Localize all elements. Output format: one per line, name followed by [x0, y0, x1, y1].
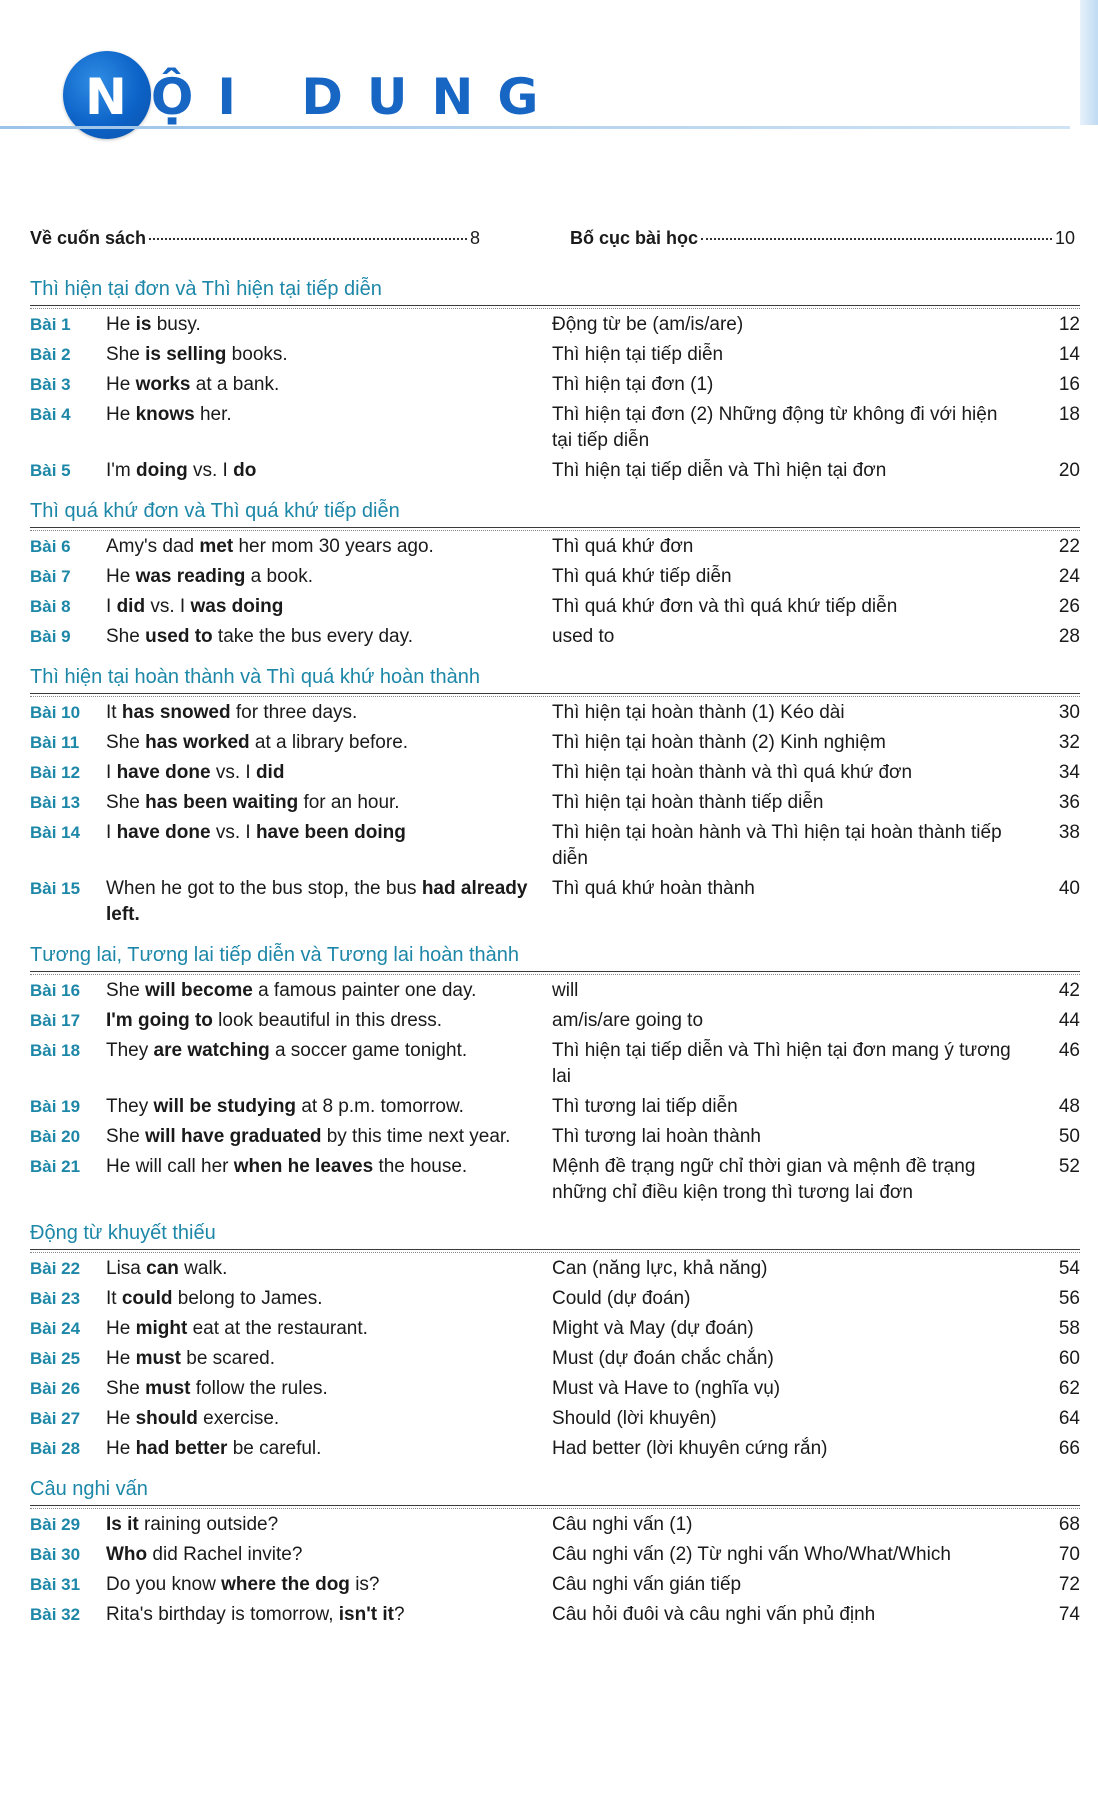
sentence-text: It	[106, 702, 122, 723]
toc-row[interactable]	[30, 624, 1080, 654]
page-number: 54	[1058, 1258, 1080, 1279]
sentence-text: be careful.	[227, 1438, 322, 1459]
page-number: 40	[1058, 878, 1080, 899]
sentence-keyword: isn't it	[338, 1604, 394, 1625]
example-sentence	[106, 372, 552, 402]
toc-row[interactable]	[30, 700, 1080, 730]
sentence-keyword: was doing	[190, 596, 284, 617]
example-sentence	[106, 1376, 552, 1406]
grammar-topic: Thì hiện tại đơn (2) Những động từ không đi với hiện tại tiếp diễn	[552, 404, 998, 451]
example-sentence	[106, 534, 552, 564]
toc-row[interactable]	[30, 1094, 1080, 1124]
example-sentence	[106, 978, 552, 1008]
example-sentence	[106, 700, 552, 730]
sentence-text: He will call her	[106, 1156, 234, 1177]
example-sentence	[106, 312, 552, 342]
example-sentence	[106, 594, 552, 624]
toc-section	[30, 658, 1080, 936]
page-number: 58	[1058, 1318, 1080, 1339]
lesson-number: Bài 28	[30, 1439, 81, 1458]
lesson-number: Bài 5	[30, 461, 71, 480]
grammar-topic: will	[552, 980, 579, 1001]
example-sentence	[106, 402, 552, 458]
sentence-keyword: knows	[135, 404, 195, 425]
sentence-text: She	[106, 980, 146, 1001]
sentence-text: at a bank.	[190, 374, 280, 395]
lesson-number: Bài 25	[30, 1349, 81, 1368]
sentence-keyword: doing	[136, 460, 188, 481]
page-number: 16	[1058, 374, 1080, 395]
dot-leader	[701, 238, 1052, 240]
grammar-topic: Thì quá khứ đơn	[552, 536, 694, 557]
sentence-text: ?	[393, 1604, 405, 1625]
example-sentence	[106, 1154, 552, 1210]
sentence-keyword: Is it	[106, 1514, 139, 1535]
sentence-text: She	[106, 732, 146, 753]
sentence-keyword: can	[146, 1258, 179, 1279]
grammar-topic: Thì tương lai hoàn thành	[552, 1126, 761, 1147]
grammar-topic: Thì quá khứ tiếp diễn	[552, 566, 732, 587]
toc-row[interactable]	[30, 534, 1080, 564]
toc-row[interactable]	[30, 1542, 1080, 1572]
example-sentence	[106, 760, 552, 790]
sentence-text: When he got to the bus stop, the bus	[106, 878, 422, 899]
lesson-number: Bài 13	[30, 793, 81, 812]
sentence-text: I'm	[106, 460, 137, 481]
toc-row[interactable]	[30, 1286, 1080, 1316]
sentence-text: I	[106, 762, 117, 783]
example-sentence	[106, 1542, 552, 1572]
sentence-text: follow the rules.	[190, 1378, 328, 1399]
toc-row[interactable]	[30, 820, 1080, 876]
toc-row[interactable]	[30, 402, 1080, 458]
page-number: 46	[1058, 1040, 1080, 1061]
section-rows	[30, 1250, 1080, 1470]
example-sentence	[106, 1256, 552, 1286]
page-number: 12	[1058, 314, 1080, 335]
sentence-text: She	[106, 626, 146, 647]
toc-row[interactable]	[30, 1602, 1080, 1632]
page-title-rest: ỘI DUNG	[150, 68, 563, 126]
toc-row[interactable]	[30, 1512, 1080, 1542]
lesson-number: Bài 26	[30, 1379, 81, 1398]
page-number: 68	[1058, 1514, 1080, 1535]
example-sentence	[106, 1406, 552, 1436]
lesson-number: Bài 24	[30, 1319, 81, 1338]
header-divider	[0, 126, 1070, 129]
sentence-keyword: did	[255, 762, 285, 783]
sentence-text: He	[106, 404, 136, 425]
table-of-contents	[30, 270, 1080, 1636]
grammar-topic: Thì tương lai tiếp diễn	[552, 1096, 738, 1117]
lesson-number: Bài 12	[30, 763, 81, 782]
lesson-number: Bài 11	[30, 733, 80, 752]
grammar-topic: Động từ be (am/is/are)	[552, 314, 744, 335]
example-sentence	[106, 790, 552, 820]
page-number: 26	[1058, 596, 1080, 617]
sentence-keyword: I'm going to	[106, 1010, 213, 1031]
sentence-keyword: have been doing	[255, 822, 406, 843]
grammar-topic: Câu nghi vấn gián tiếp	[552, 1574, 742, 1595]
grammar-topic: Câu nghi vấn (1)	[552, 1514, 693, 1535]
sentence-text: They	[106, 1096, 154, 1117]
section-rows	[30, 972, 1080, 1214]
section-title: Thì quá khứ đơn và Thì quá khứ tiếp diễn	[30, 492, 1080, 528]
toc-section	[30, 1470, 1080, 1636]
page-title-initial: N	[85, 68, 151, 126]
grammar-topic: Should (lời khuyên)	[552, 1408, 717, 1429]
page-number: 42	[1058, 980, 1080, 1001]
section-rows	[30, 528, 1080, 658]
sentence-keyword: where the dog	[221, 1574, 350, 1595]
sentence-keyword: must	[145, 1378, 191, 1399]
sentence-text: vs. I	[187, 460, 234, 481]
toc-row[interactable]	[30, 1572, 1080, 1602]
section-rows	[30, 306, 1080, 492]
intro-entry-label: Bố cục bài học	[570, 228, 699, 248]
toc-section	[30, 270, 1080, 492]
grammar-topic: Thì hiện tại tiếp diễn và Thì hiện tại đơn mang ý tương lai	[552, 1040, 1011, 1087]
toc-row[interactable]	[30, 760, 1080, 790]
lesson-number: Bài 4	[30, 405, 71, 424]
lesson-number: Bài 22	[30, 1259, 81, 1278]
toc-row[interactable]	[30, 1008, 1080, 1038]
section-rows	[30, 694, 1080, 936]
sentence-text: Lisa	[106, 1258, 147, 1279]
sentence-text: eat at the restaurant.	[187, 1318, 368, 1339]
example-sentence	[106, 1512, 552, 1542]
toc-row[interactable]	[30, 876, 1080, 932]
grammar-topic: Thì hiện tại tiếp diễn và Thì hiện tại đơn	[552, 460, 887, 481]
example-sentence	[106, 1316, 552, 1346]
page-number: 60	[1058, 1348, 1080, 1369]
sentence-text: It	[106, 1288, 122, 1309]
toc-row[interactable]	[30, 730, 1080, 760]
intro-entry-lesson-layout[interactable]	[570, 228, 1075, 249]
sentence-keyword: do	[233, 460, 257, 481]
grammar-topic: Thì hiện tại tiếp diễn	[552, 344, 724, 365]
lesson-number: Bài 21	[30, 1157, 81, 1176]
example-sentence	[106, 624, 552, 654]
sentence-keyword: have done	[116, 762, 211, 783]
example-sentence	[106, 730, 552, 760]
toc-row[interactable]	[30, 594, 1080, 624]
example-sentence	[106, 564, 552, 594]
sentence-keyword: used to	[145, 626, 213, 647]
sentence-text: He	[106, 314, 136, 335]
example-sentence	[106, 1038, 552, 1094]
sentence-text: for an hour.	[298, 792, 400, 813]
sentence-text: exercise.	[197, 1408, 280, 1429]
toc-row[interactable]	[30, 1124, 1080, 1154]
sentence-keyword: will be studying	[153, 1096, 297, 1117]
page-header	[0, 0, 1098, 180]
page-number: 48	[1058, 1096, 1080, 1117]
grammar-topic: Must (dự đoán chắc chắn)	[552, 1348, 774, 1369]
sentence-keyword: is selling	[145, 344, 227, 365]
sentence-text: did Rachel invite?	[147, 1544, 303, 1565]
sentence-keyword: when he leaves	[233, 1156, 374, 1177]
grammar-topic: am/is/are going to	[552, 1010, 704, 1031]
lesson-number: Bài 32	[30, 1605, 81, 1624]
lesson-number: Bài 16	[30, 981, 81, 1000]
sentence-keyword: has been waiting	[145, 792, 299, 813]
toc-row[interactable]	[30, 372, 1080, 402]
sentence-text: He	[106, 1408, 136, 1429]
page-number: 18	[1058, 404, 1080, 425]
sentence-text: books.	[226, 344, 288, 365]
sentence-keyword: could	[121, 1288, 173, 1309]
page-number: 72	[1058, 1574, 1080, 1595]
sentence-text: at 8 p.m. tomorrow.	[296, 1096, 464, 1117]
grammar-topic: Must và Have to (nghĩa vụ)	[552, 1378, 781, 1399]
toc-row[interactable]	[30, 1436, 1080, 1466]
toc-row[interactable]	[30, 790, 1080, 820]
sentence-text: I	[106, 596, 117, 617]
lesson-number: Bài 10	[30, 703, 81, 722]
sentence-text: be scared.	[180, 1348, 275, 1369]
sentence-keyword: has worked	[145, 732, 250, 753]
sentence-text: belong to James.	[172, 1288, 323, 1309]
lesson-number: Bài 29	[30, 1515, 81, 1534]
grammar-topic: Thì hiện tại hoàn thành (1) Kéo dài	[552, 702, 845, 723]
sentence-keyword: did	[116, 596, 146, 617]
page-number: 52	[1058, 1156, 1080, 1177]
sentence-text: vs. I	[145, 596, 191, 617]
grammar-topic: Thì hiện tại hoàn thành và thì quá khứ đơn	[552, 762, 913, 783]
sentence-text: Rita's birthday is tomorrow,	[106, 1604, 339, 1625]
page-number: 22	[1058, 536, 1080, 557]
toc-row[interactable]	[30, 1154, 1080, 1210]
example-sentence	[106, 1436, 552, 1466]
lesson-number: Bài 15	[30, 879, 81, 898]
page-number: 30	[1058, 702, 1080, 723]
sentence-text: He	[106, 1438, 136, 1459]
lesson-number: Bài 9	[30, 627, 71, 646]
sentence-keyword: had already left.	[106, 878, 528, 925]
lesson-number: Bài 3	[30, 375, 71, 394]
sentence-keyword: works	[135, 374, 191, 395]
grammar-topic: used to	[552, 626, 615, 647]
sentence-text: a famous painter one day.	[252, 980, 477, 1001]
lesson-number: Bài 19	[30, 1097, 81, 1116]
grammar-topic: Thì hiện tại hoàn thành tiếp diễn	[552, 792, 824, 813]
grammar-topic: Mệnh đề trạng ngữ chỉ thời gian và mệnh đề trạng những chỉ điều kiện trong thì tương lai đơn	[552, 1156, 976, 1203]
grammar-topic: Thì quá khứ hoàn thành	[552, 878, 755, 899]
example-sentence	[106, 876, 552, 932]
intro-entry-page: 10	[1054, 228, 1075, 248]
sentence-text: I	[106, 822, 117, 843]
sentence-text: She	[106, 1126, 146, 1147]
toc-row[interactable]	[30, 1376, 1080, 1406]
sentence-text: take the bus every day.	[212, 626, 413, 647]
grammar-topic: Can (năng lực, khả năng)	[552, 1258, 768, 1279]
sentence-keyword: had better	[135, 1438, 228, 1459]
page-number: 70	[1058, 1544, 1080, 1565]
toc-row[interactable]	[30, 978, 1080, 1008]
sentence-text: a book.	[245, 566, 314, 587]
sentence-text: vs. I	[210, 822, 256, 843]
grammar-topic: Could (dự đoán)	[552, 1288, 691, 1309]
page-number: 20	[1058, 460, 1080, 481]
page-number: 66	[1058, 1438, 1080, 1459]
toc-row[interactable]	[30, 312, 1080, 342]
sentence-text: by this time next year.	[321, 1126, 511, 1147]
page-number: 28	[1058, 626, 1080, 647]
sentence-text: She	[106, 1378, 146, 1399]
sentence-text: She	[106, 344, 146, 365]
page-number: 36	[1058, 792, 1080, 813]
section-title: Tương lai, Tương lai tiếp diễn và Tương lai hoàn thành	[30, 936, 1080, 972]
page-number: 62	[1058, 1378, 1080, 1399]
lesson-number: Bài 8	[30, 597, 71, 616]
sentence-keyword: have done	[116, 822, 211, 843]
example-sentence	[106, 1572, 552, 1602]
page-number: 56	[1058, 1288, 1080, 1309]
example-sentence	[106, 1124, 552, 1154]
intro-entries	[30, 228, 1080, 258]
grammar-topic: Câu hỏi đuôi và câu nghi vấn phủ định	[552, 1604, 876, 1625]
sentence-text: He	[106, 374, 136, 395]
sentence-keyword: met	[199, 536, 234, 557]
sentence-text: Do you know	[106, 1574, 222, 1595]
example-sentence	[106, 458, 552, 488]
grammar-topic: Câu nghi vấn (2) Từ nghi vấn Who/What/Which	[552, 1544, 951, 1565]
page-number: 34	[1058, 762, 1080, 783]
example-sentence	[106, 820, 552, 876]
toc-row[interactable]	[30, 1316, 1080, 1346]
page-number: 74	[1058, 1604, 1080, 1625]
lesson-number: Bài 17	[30, 1011, 81, 1030]
example-sentence	[106, 1286, 552, 1316]
grammar-topic: Thì hiện tại hoàn thành (2) Kinh nghiệm	[552, 732, 886, 753]
lesson-number: Bài 20	[30, 1127, 81, 1146]
lesson-number: Bài 31	[30, 1575, 81, 1594]
sentence-text: is?	[349, 1574, 380, 1595]
toc-row[interactable]	[30, 564, 1080, 594]
lesson-number: Bài 6	[30, 537, 71, 556]
sentence-text: busy.	[151, 314, 201, 335]
grammar-topic: Thì hiện tại hoàn hành và Thì hiện tại hoàn thành tiếp diễn	[552, 822, 1002, 869]
sentence-text: her mom 30 years ago.	[233, 536, 434, 557]
toc-row[interactable]	[30, 1256, 1080, 1286]
page-number: 50	[1058, 1126, 1080, 1147]
grammar-topic: Might và May (dự đoán)	[552, 1318, 754, 1339]
lesson-number: Bài 27	[30, 1409, 81, 1428]
sentence-text: her.	[194, 404, 232, 425]
grammar-topic: Thì hiện tại đơn (1)	[552, 374, 714, 395]
lesson-number: Bài 2	[30, 345, 71, 364]
section-title: Câu nghi vấn	[30, 1470, 1080, 1506]
toc-section	[30, 1214, 1080, 1470]
grammar-topic: Had better (lời khuyên cứng rắn)	[552, 1438, 828, 1459]
sentence-keyword: must	[135, 1348, 181, 1369]
sentence-text: vs. I	[210, 762, 256, 783]
intro-entry-page: 8	[469, 228, 480, 248]
sentence-text: for three days.	[230, 702, 358, 723]
sentence-text: She	[106, 792, 146, 813]
section-rows	[30, 1506, 1080, 1636]
decorative-stripe	[1080, 0, 1098, 125]
sentence-keyword: might	[135, 1318, 188, 1339]
toc-section	[30, 936, 1080, 1214]
toc-row[interactable]	[30, 1038, 1080, 1094]
sentence-text: He	[106, 1348, 136, 1369]
sentence-keyword: are watching	[153, 1040, 270, 1061]
sentence-keyword: has snowed	[121, 702, 231, 723]
example-sentence	[106, 1602, 552, 1632]
page-number: 38	[1058, 822, 1080, 843]
lesson-number: Bài 14	[30, 823, 81, 842]
sentence-text: Amy's dad	[106, 536, 200, 557]
toc-row[interactable]	[30, 342, 1080, 372]
lesson-number: Bài 1	[30, 315, 71, 334]
intro-entry-label: Về cuốn sách	[30, 228, 147, 248]
intro-entry-about-book[interactable]	[30, 228, 480, 249]
grammar-topic: Thì quá khứ đơn và thì quá khứ tiếp diễn	[552, 596, 898, 617]
toc-row[interactable]	[30, 458, 1080, 488]
sentence-text: raining outside?	[138, 1514, 279, 1535]
example-sentence	[106, 1346, 552, 1376]
lesson-number: Bài 18	[30, 1041, 81, 1060]
sentence-text: look beautiful in this dress.	[212, 1010, 443, 1031]
page-number: 64	[1058, 1408, 1080, 1429]
section-title: Thì hiện tại đơn và Thì hiện tại tiếp diễn	[30, 270, 1080, 306]
sentence-keyword: Who	[106, 1544, 148, 1565]
section-title: Động từ khuyết thiếu	[30, 1214, 1080, 1250]
page-number: 32	[1058, 732, 1080, 753]
lesson-number: Bài 7	[30, 567, 71, 586]
sentence-text: a soccer game tonight.	[269, 1040, 468, 1061]
example-sentence	[106, 342, 552, 372]
example-sentence	[106, 1094, 552, 1124]
sentence-keyword: will become	[145, 980, 253, 1001]
sentence-keyword: was reading	[135, 566, 246, 587]
sentence-text: the house.	[373, 1156, 468, 1177]
sentence-text: at a library before.	[249, 732, 409, 753]
lesson-number: Bài 30	[30, 1545, 81, 1564]
sentence-text: walk.	[178, 1258, 228, 1279]
page-number: 44	[1058, 1010, 1080, 1031]
page-number: 24	[1058, 566, 1080, 587]
sentence-text: He	[106, 566, 136, 587]
sentence-text: He	[106, 1318, 136, 1339]
section-title: Thì hiện tại hoàn thành và Thì quá khứ hoàn thành	[30, 658, 1080, 694]
sentence-keyword: should	[135, 1408, 198, 1429]
toc-section	[30, 492, 1080, 658]
lesson-number: Bài 23	[30, 1289, 81, 1308]
example-sentence	[106, 1008, 552, 1038]
toc-row[interactable]	[30, 1406, 1080, 1436]
sentence-text: They	[106, 1040, 154, 1061]
sentence-keyword: is	[135, 314, 152, 335]
sentence-keyword: will have graduated	[145, 1126, 322, 1147]
page-number: 14	[1058, 344, 1080, 365]
toc-row[interactable]	[30, 1346, 1080, 1376]
page-title	[85, 62, 562, 132]
dot-leader	[149, 238, 467, 240]
